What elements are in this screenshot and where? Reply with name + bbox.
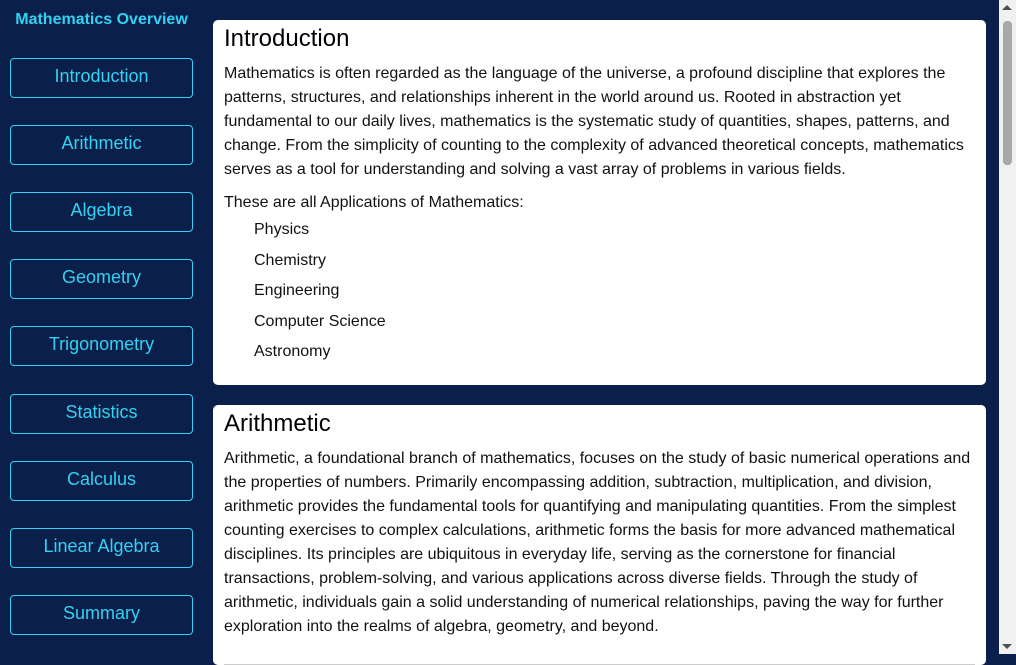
sidebar-item-statistics[interactable]: Statistics [10,394,193,434]
sidebar-item-trigonometry[interactable]: Trigonometry [10,326,193,366]
sidebar-item-summary[interactable]: Summary [10,595,193,635]
applications-list [224,218,975,364]
section-introduction [213,20,986,385]
sidebar-item-linear-algebra[interactable]: Linear Algebra [10,528,193,568]
section-title: Introduction [224,25,350,52]
main-content [213,20,986,665]
list-item: Chemistry [254,251,327,269]
list-item: Computer Science [254,312,386,330]
list-item: Physics [254,221,310,238]
section-title: Arithmetic [224,410,331,437]
scroll-down-icon[interactable] [1002,644,1012,649]
sidebar-item-algebra[interactable]: Algebra [10,192,193,232]
list-item: Astronomy [254,343,331,361]
sidebar-item-introduction[interactable]: Introduction [10,58,193,98]
vertical-scrollbar[interactable] [999,0,1016,654]
scroll-up-icon[interactable] [1002,5,1012,10]
scroll-thumb[interactable] [1003,21,1012,165]
list-item: Engineering [254,282,340,300]
section-body: Arithmetic, a foundational branch of mathematics, focuses on the study of basic numerical operations and the properties of numbers. Primarily encompassing addition, subtraction, multiplication, and division, arithmetic provides the fundamental tools for quantifying and manipulating quantities. From the simplest counting exercises to complex calculations, arithmetic forms the basis for more advanced mathematical disciplines. Its principles are ubiquitous in everyday life, serving as the cornerstone for financial transactions, problem-solving, and various applications across diverse fields. Through the study of arithmetic, individuals gain a solid understanding of numerical relationships, paving the way for further exploration into the realms of algebra, geometry, and beyond. [224,450,971,635]
section-arithmetic [213,405,986,665]
section-body: Mathematics is often regarded as the language of the universe, a profound discipline that explores the patterns, structures, and relationships inherent in the world around us. Rooted in abstraction yet fundamental to our daily lives, mathematics is the systematic study of quantities, shapes, patterns, and change. From the simplicity of counting to the complexity of advanced theoretical concepts, mathematics serves as a tool for understanding and solving a vast array of problems in various fields. [224,65,964,178]
applications-intro: These are all Applications of Mathematics: [224,194,524,211]
sidebar-title: Mathematics Overview [15,11,188,28]
sidebar-item-arithmetic[interactable]: Arithmetic [10,125,193,165]
sidebar-item-geometry[interactable]: Geometry [10,259,193,299]
sidebar-item-calculus[interactable]: Calculus [10,461,193,501]
sidebar [0,0,203,654]
